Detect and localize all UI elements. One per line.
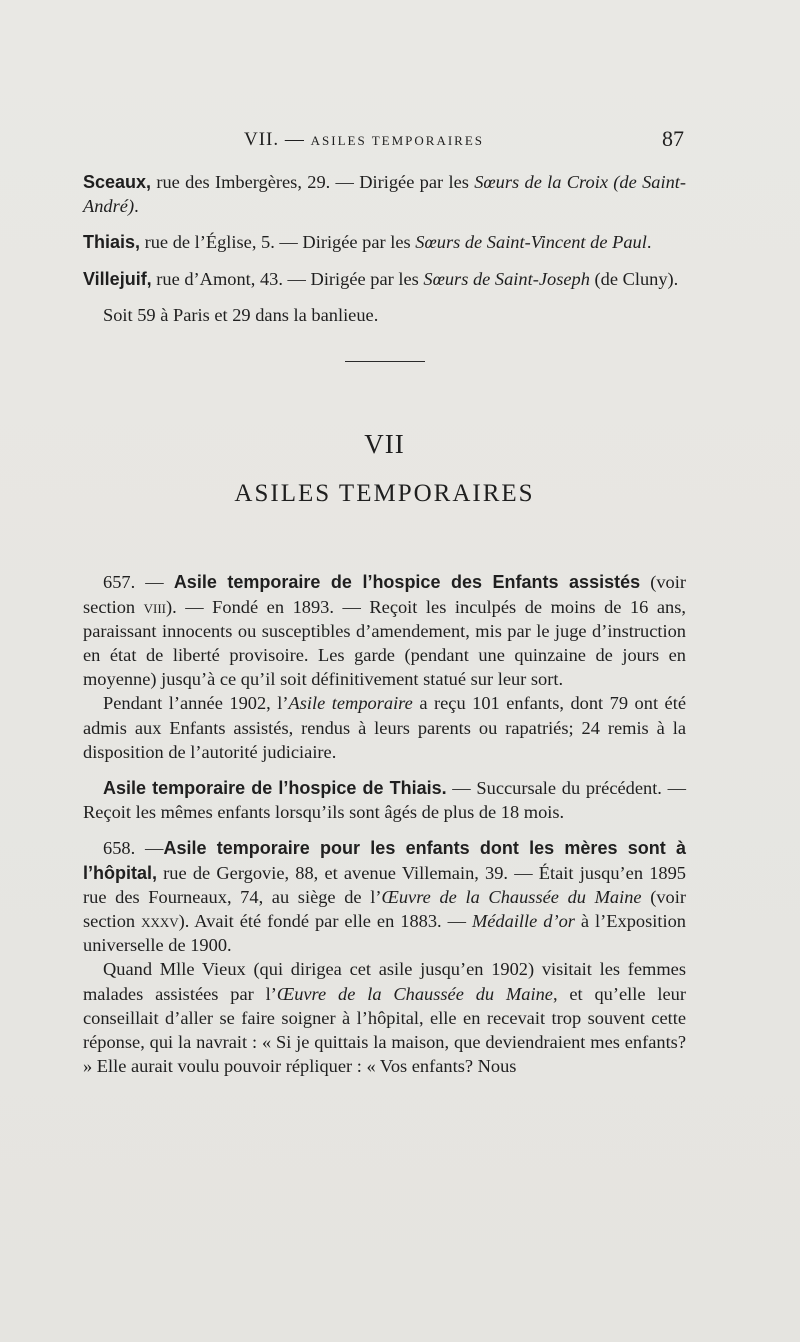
entry-end: . (646, 232, 652, 253)
entry-text: à l’Exposition universelle de 1900. (83, 911, 686, 956)
entry-text: rue de Gergovie, 88, et avenue Villemain, 39. — Était jusqu’en 1895 rue des Fourneaux, 74, au siège de l’ (83, 862, 686, 907)
see-ref: xxxv (141, 911, 179, 932)
section-divider (345, 361, 425, 362)
entry-villejuif (83, 267, 686, 291)
chapter-prefix: VII. — (244, 129, 305, 150)
entry-end: (de Cluny). (589, 268, 679, 289)
entry-number: 657. — (103, 572, 174, 593)
summary-line: Soit 59 à Paris et 29 dans la banlieue. (103, 304, 379, 325)
page-number: 87 (662, 126, 684, 151)
entry-address: rue d’Amont, 43. — Dirigée par les (151, 268, 424, 289)
entry-text: ). Avait été fondé par elle en 1883. — (178, 911, 472, 932)
entry-order: Sœurs de la Croix (de Saint-André) (83, 172, 686, 217)
entry-order: Sœurs de Saint-Vincent de Paul (415, 232, 647, 253)
entry-name: Thiais, (83, 232, 141, 253)
running-title-text: ASILES TEMPORAIRES (310, 133, 485, 148)
entry-number: 658. — (103, 838, 164, 859)
entry-name: Sceaux, (83, 172, 152, 192)
para-text: Quand Mlle Vieux (qui dirigea cet asile jusqu’en 1902) visitait les femmes malades assistées par l’ (83, 959, 686, 1004)
entry-order: Sœurs de Saint-Joseph (423, 268, 590, 289)
para-text: Pendant l’année 1902, l’ (103, 693, 289, 714)
chapter-title: ASILES TEMPORAIRES (234, 480, 535, 508)
entry-658-para2 (83, 957, 686, 1078)
see-prefix: (voir section (83, 572, 686, 617)
running-title (244, 129, 484, 151)
entry-name: Asile temporaire de l’hospice des Enfants assistés (173, 572, 641, 593)
oeuvre-name: Œuvre de la Chaussée du Maine (276, 983, 553, 1004)
oeuvre-name: Œuvre de la Chaussée du Maine (381, 886, 642, 907)
entry-657-para2 (83, 691, 686, 764)
chapter-number: VII (364, 429, 405, 460)
entry-end: . (134, 196, 139, 217)
medal: Médaille d’or (471, 911, 575, 932)
para-text: a reçu 101 enfants, dont 79 ont été admis aux Enfants assistés, rendus à leurs parents ou rapatriés; 24 remis à la disposition de l’autorité judiciaire. (83, 693, 686, 762)
entry-657 (83, 570, 686, 691)
entry-name: Villejuif, (83, 268, 152, 289)
see-prefix: (voir section (83, 886, 686, 932)
entry-name: Asile temporaire pour les enfants dont les mères sont à l’hôpital, (83, 838, 687, 883)
entry-address: rue de l’Église, 5. — Dirigée par les (140, 232, 416, 253)
entry-name: Asile temporaire de l’hospice de Thiais. (103, 778, 447, 799)
entry-text: — Succursale du précédent. — Reçoit les mêmes enfants lorsqu’ils sont âgés de plus de 18 mois. (83, 778, 686, 823)
para-italic: Asile temporaire (288, 693, 413, 714)
para-text: , et qu’elle leur conseillait d’aller se faire soigner à l’hôpital, elle en recevait trop souvent cette réponse, qui la navrait : « Si je quittais la maison, que deviendraient mes enfants? » Elle aurait voulu pouvoir répliquer : « Vos enfants? Nous (83, 983, 686, 1077)
entry-sceaux (83, 170, 686, 218)
entry-thiais (83, 230, 686, 254)
entry-thiais-asile (83, 776, 686, 824)
page-body (83, 170, 686, 1078)
entry-address: rue des Imbergères, 29. — Dirigée par les (151, 172, 475, 192)
entry-658 (83, 836, 686, 957)
entry-text: ). — Fondé en 1893. — Reçoit les inculpés de moins de 16 ans, paraissant innocents ou susceptibles d’amendement, mis par le juge d’instruction en état de liberté provisoire. Les garde (pendant une quinzaine de jours en moyenne) jusqu’à ce qu’il soit définitivement statué sur leur sort. (83, 596, 686, 690)
see-ref: viii (143, 596, 167, 617)
running-header (83, 126, 686, 156)
